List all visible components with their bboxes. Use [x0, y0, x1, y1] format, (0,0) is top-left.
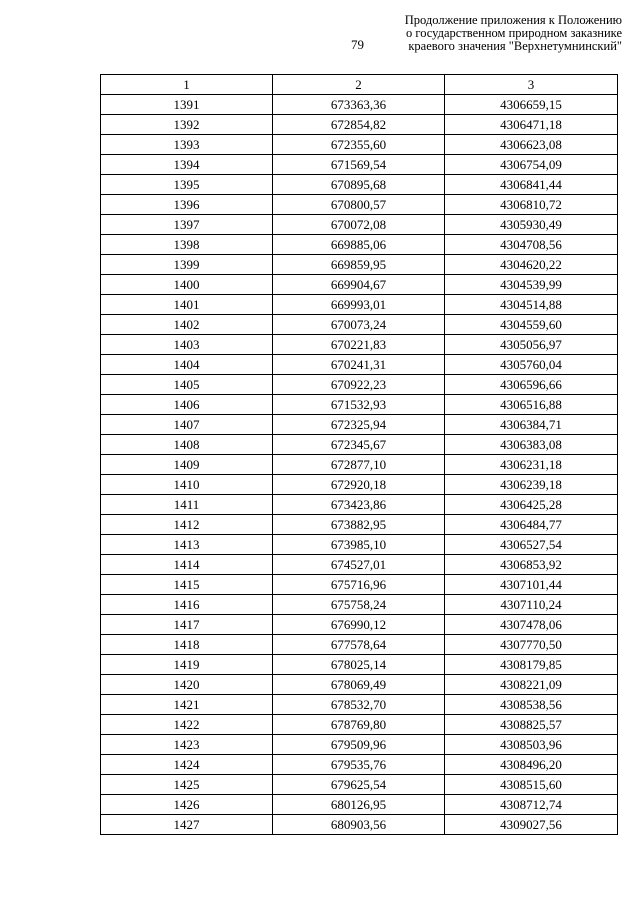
table-row — [101, 815, 618, 835]
cell-point-number: 1423 — [101, 735, 273, 755]
table-row — [101, 335, 618, 355]
table-row — [101, 355, 618, 375]
cell-y-coordinate: 4307770,50 — [445, 635, 618, 655]
cell-point-number: 1403 — [101, 335, 273, 355]
cell-x-coordinate: 678769,80 — [273, 715, 445, 735]
table-row — [101, 535, 618, 555]
cell-x-coordinate: 679509,96 — [273, 735, 445, 755]
cell-y-coordinate: 4308825,57 — [445, 715, 618, 735]
appendix-note-line: Продолжение приложения к Положению — [404, 13, 622, 27]
cell-y-coordinate: 4305930,49 — [445, 215, 618, 235]
cell-x-coordinate: 680126,95 — [273, 795, 445, 815]
table-header-row — [101, 75, 618, 95]
cell-point-number: 1404 — [101, 355, 273, 375]
table-row — [101, 775, 618, 795]
cell-y-coordinate: 4306527,54 — [445, 535, 618, 555]
cell-y-coordinate: 4304539,99 — [445, 275, 618, 295]
table-row — [101, 375, 618, 395]
cell-x-coordinate: 674527,01 — [273, 555, 445, 575]
cell-point-number: 1418 — [101, 635, 273, 655]
cell-x-coordinate: 672854,82 — [273, 115, 445, 135]
table-row — [101, 755, 618, 775]
cell-x-coordinate: 679625,54 — [273, 775, 445, 795]
cell-point-number: 1396 — [101, 195, 273, 215]
cell-x-coordinate: 680903,56 — [273, 815, 445, 835]
cell-x-coordinate: 670922,23 — [273, 375, 445, 395]
column-header-x: 2 — [273, 75, 445, 95]
table-row — [101, 475, 618, 495]
cell-point-number: 1425 — [101, 775, 273, 795]
cell-x-coordinate: 671569,54 — [273, 155, 445, 175]
cell-point-number: 1399 — [101, 255, 273, 275]
cell-point-number: 1412 — [101, 515, 273, 535]
cell-y-coordinate: 4308538,56 — [445, 695, 618, 715]
cell-y-coordinate: 4308503,96 — [445, 735, 618, 755]
cell-y-coordinate: 4306471,18 — [445, 115, 618, 135]
cell-x-coordinate: 676990,12 — [273, 615, 445, 635]
table-row — [101, 575, 618, 595]
table-row — [101, 255, 618, 275]
cell-point-number: 1408 — [101, 435, 273, 455]
table-row — [101, 735, 618, 755]
table-row — [101, 395, 618, 415]
table-row — [101, 655, 618, 675]
cell-point-number: 1397 — [101, 215, 273, 235]
table-row — [101, 555, 618, 575]
cell-y-coordinate: 4304514,88 — [445, 295, 618, 315]
appendix-note-line: о государственном природном заказнике — [406, 26, 622, 40]
cell-y-coordinate: 4308515,60 — [445, 775, 618, 795]
table-row — [101, 635, 618, 655]
cell-point-number: 1402 — [101, 315, 273, 335]
cell-y-coordinate: 4305056,97 — [445, 335, 618, 355]
cell-y-coordinate: 4306425,28 — [445, 495, 618, 515]
table-row — [101, 235, 618, 255]
cell-y-coordinate: 4306231,18 — [445, 455, 618, 475]
cell-point-number: 1410 — [101, 475, 273, 495]
table-row — [101, 695, 618, 715]
cell-point-number: 1421 — [101, 695, 273, 715]
table-row — [101, 115, 618, 135]
cell-x-coordinate: 673985,10 — [273, 535, 445, 555]
page-number: 79 — [351, 37, 364, 52]
cell-x-coordinate: 678069,49 — [273, 675, 445, 695]
cell-y-coordinate: 4308712,74 — [445, 795, 618, 815]
table-row — [101, 295, 618, 315]
table-row — [101, 135, 618, 155]
cell-x-coordinate: 678025,14 — [273, 655, 445, 675]
cell-point-number: 1409 — [101, 455, 273, 475]
cell-point-number: 1413 — [101, 535, 273, 555]
cell-x-coordinate: 673882,95 — [273, 515, 445, 535]
cell-y-coordinate: 4306841,44 — [445, 175, 618, 195]
table-row — [101, 715, 618, 735]
cell-y-coordinate: 4306516,88 — [445, 395, 618, 415]
table-body — [101, 95, 618, 835]
appendix-note-line: краевого значения "Верхнетумнинский" — [408, 39, 622, 53]
cell-x-coordinate: 675758,24 — [273, 595, 445, 615]
cell-x-coordinate: 673363,36 — [273, 95, 445, 115]
cell-point-number: 1426 — [101, 795, 273, 815]
cell-y-coordinate: 4307478,06 — [445, 615, 618, 635]
cell-x-coordinate: 675716,96 — [273, 575, 445, 595]
cell-point-number: 1411 — [101, 495, 273, 515]
cell-point-number: 1394 — [101, 155, 273, 175]
cell-x-coordinate: 669904,67 — [273, 275, 445, 295]
cell-x-coordinate: 670895,68 — [273, 175, 445, 195]
cell-x-coordinate: 672345,67 — [273, 435, 445, 455]
table-row — [101, 595, 618, 615]
cell-y-coordinate: 4306239,18 — [445, 475, 618, 495]
cell-y-coordinate: 4308179,85 — [445, 655, 618, 675]
cell-x-coordinate: 672920,18 — [273, 475, 445, 495]
table-row — [101, 495, 618, 515]
cell-x-coordinate: 677578,64 — [273, 635, 445, 655]
coordinates-table — [100, 74, 618, 835]
cell-point-number: 1405 — [101, 375, 273, 395]
cell-x-coordinate: 670800,57 — [273, 195, 445, 215]
cell-y-coordinate: 4307110,24 — [445, 595, 618, 615]
cell-x-coordinate: 673423,86 — [273, 495, 445, 515]
cell-y-coordinate: 4306623,08 — [445, 135, 618, 155]
cell-point-number: 1416 — [101, 595, 273, 615]
table-row — [101, 415, 618, 435]
cell-point-number: 1424 — [101, 755, 273, 775]
cell-point-number: 1414 — [101, 555, 273, 575]
cell-x-coordinate: 670241,31 — [273, 355, 445, 375]
cell-point-number: 1400 — [101, 275, 273, 295]
appendix-note — [382, 14, 622, 53]
cell-y-coordinate: 4306754,09 — [445, 155, 618, 175]
cell-y-coordinate: 4306659,15 — [445, 95, 618, 115]
cell-y-coordinate: 4306383,08 — [445, 435, 618, 455]
table-row — [101, 675, 618, 695]
cell-point-number: 1415 — [101, 575, 273, 595]
cell-y-coordinate: 4306853,92 — [445, 555, 618, 575]
cell-point-number: 1392 — [101, 115, 273, 135]
table-row — [101, 795, 618, 815]
table-row — [101, 435, 618, 455]
cell-y-coordinate: 4307101,44 — [445, 575, 618, 595]
table-row — [101, 315, 618, 335]
cell-point-number: 1391 — [101, 95, 273, 115]
cell-y-coordinate: 4305760,04 — [445, 355, 618, 375]
cell-x-coordinate: 669993,01 — [273, 295, 445, 315]
cell-x-coordinate: 669885,06 — [273, 235, 445, 255]
table-row — [101, 175, 618, 195]
cell-point-number: 1401 — [101, 295, 273, 315]
cell-y-coordinate: 4306596,66 — [445, 375, 618, 395]
cell-x-coordinate: 679535,76 — [273, 755, 445, 775]
cell-y-coordinate: 4304620,22 — [445, 255, 618, 275]
cell-point-number: 1427 — [101, 815, 273, 835]
table-row — [101, 515, 618, 535]
cell-y-coordinate: 4308221,09 — [445, 675, 618, 695]
cell-y-coordinate: 4306810,72 — [445, 195, 618, 215]
cell-x-coordinate: 672877,10 — [273, 455, 445, 475]
cell-x-coordinate: 678532,70 — [273, 695, 445, 715]
table-row — [101, 195, 618, 215]
cell-y-coordinate: 4309027,56 — [445, 815, 618, 835]
table-row — [101, 615, 618, 635]
column-header-y: 3 — [445, 75, 618, 95]
cell-x-coordinate: 671532,93 — [273, 395, 445, 415]
table-row — [101, 155, 618, 175]
cell-point-number: 1407 — [101, 415, 273, 435]
cell-point-number: 1422 — [101, 715, 273, 735]
cell-point-number: 1417 — [101, 615, 273, 635]
cell-point-number: 1420 — [101, 675, 273, 695]
table-row — [101, 95, 618, 115]
table-row — [101, 275, 618, 295]
cell-y-coordinate: 4306384,71 — [445, 415, 618, 435]
cell-point-number: 1395 — [101, 175, 273, 195]
cell-x-coordinate: 670072,08 — [273, 215, 445, 235]
cell-x-coordinate: 670221,83 — [273, 335, 445, 355]
cell-point-number: 1398 — [101, 235, 273, 255]
cell-x-coordinate: 669859,95 — [273, 255, 445, 275]
table-row — [101, 455, 618, 475]
cell-x-coordinate: 672325,94 — [273, 415, 445, 435]
cell-y-coordinate: 4304708,56 — [445, 235, 618, 255]
cell-x-coordinate: 672355,60 — [273, 135, 445, 155]
column-header-point-number: 1 — [101, 75, 273, 95]
cell-x-coordinate: 670073,24 — [273, 315, 445, 335]
cell-point-number: 1406 — [101, 395, 273, 415]
cell-y-coordinate: 4308496,20 — [445, 755, 618, 775]
cell-point-number: 1393 — [101, 135, 273, 155]
cell-y-coordinate: 4304559,60 — [445, 315, 618, 335]
table-row — [101, 215, 618, 235]
cell-point-number: 1419 — [101, 655, 273, 675]
cell-y-coordinate: 4306484,77 — [445, 515, 618, 535]
